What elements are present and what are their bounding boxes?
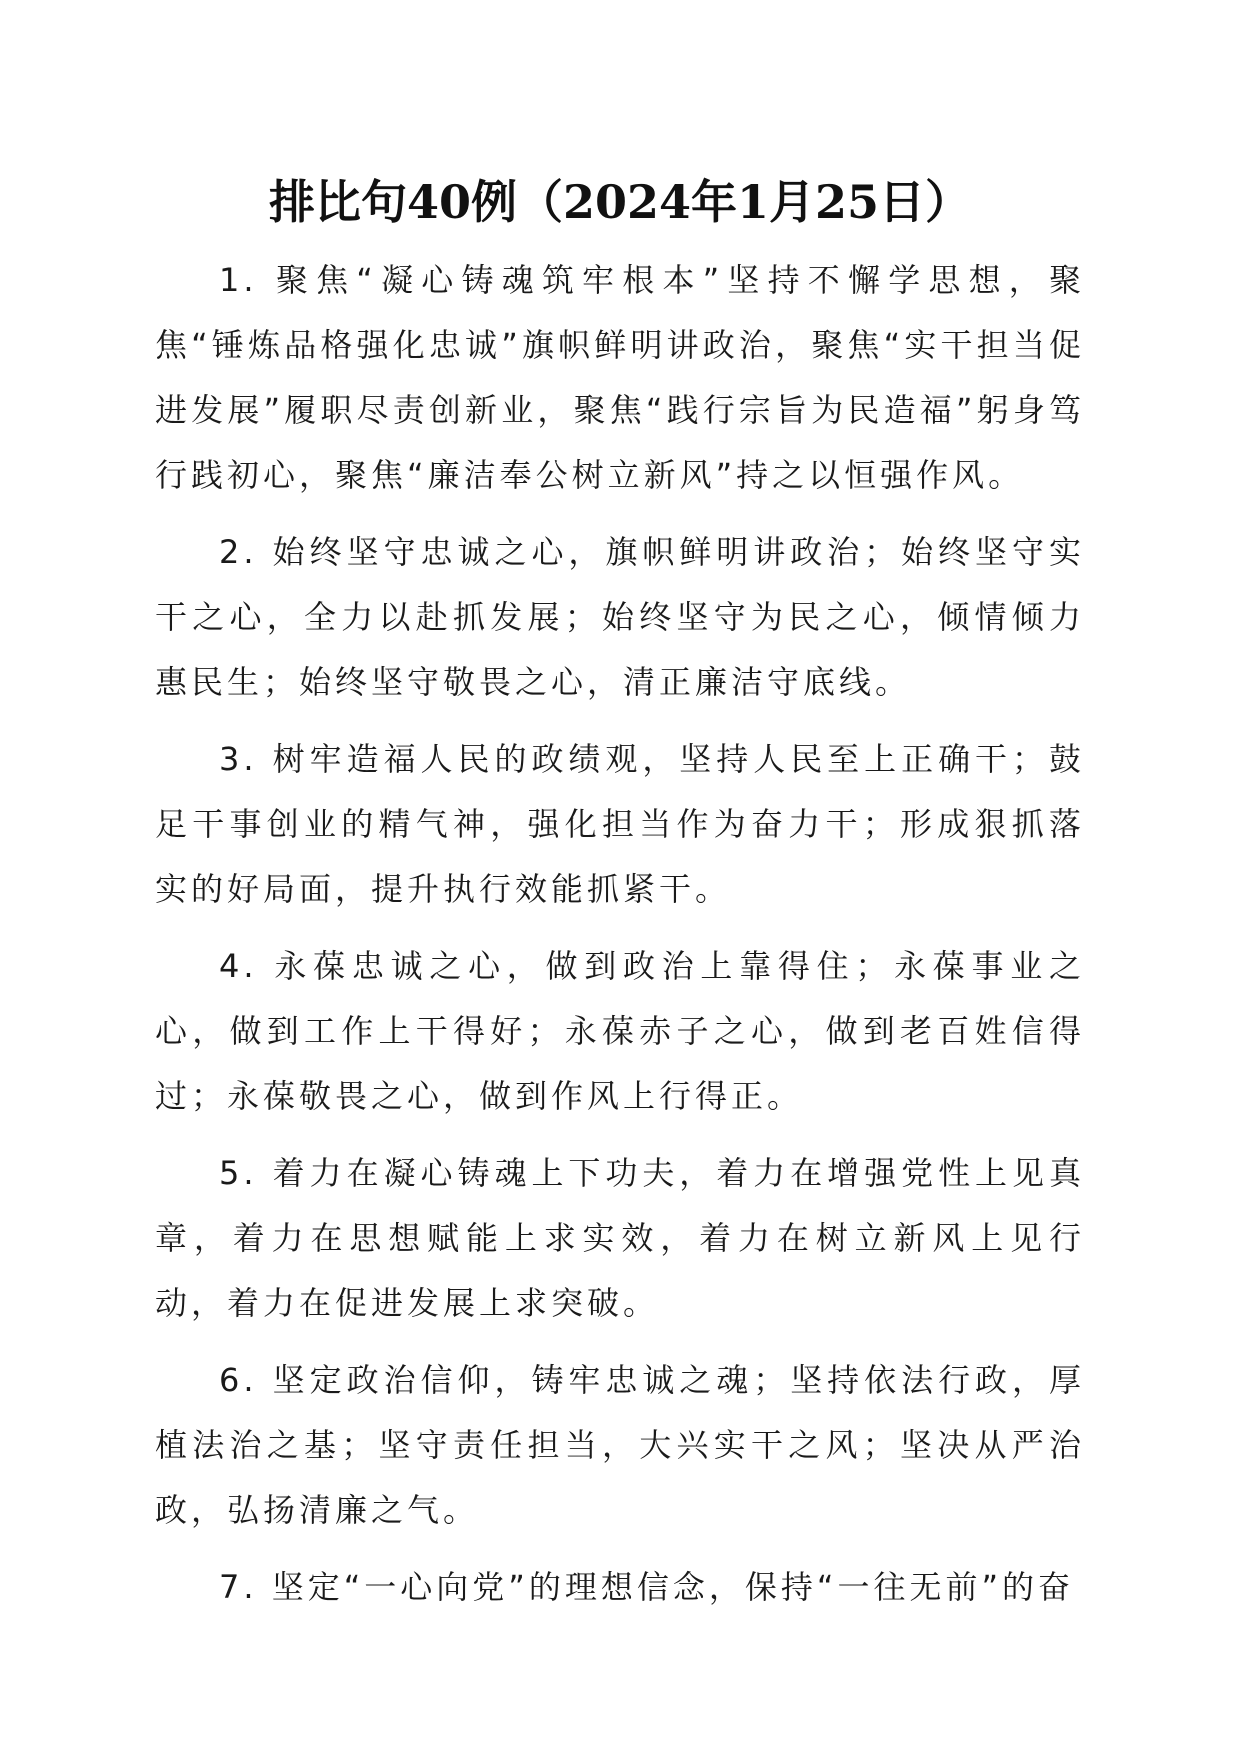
paragraph-3: 3. 树牢造福人民的政绩观，坚持人民至上正确干；鼓足干事创业的精气神，强化担当作为奋力干；形成狠抓落实的好局面，提升执行效能抓紧干。 xyxy=(155,740,1085,908)
paragraph-2: 2. 始终坚守忠诚之心，旗帜鲜明讲政治；始终坚守实干之心，全力以赴抓发展；始终坚守为民之心，倾情倾力惠民生；始终坚守敬畏之心，清正廉洁守底线。 xyxy=(155,533,1085,701)
paragraph-7: 7. 坚定“一心向党”的理想信念，保持“一往无前”的奋 xyxy=(219,1568,1075,1606)
paragraph-6: 6. 坚定政治信仰，铸牢忠诚之魂；坚持依法行政，厚植法治之基；坚守责任担当，大兴实干之风；坚决从严治政，弘扬清廉之气。 xyxy=(155,1361,1085,1529)
paragraph-5: 5. 着力在凝心铸魂上下功夫，着力在增强党性上见真章，着力在思想赋能上求实效，着力在树立新风上见行动，着力在促进发展上求突破。 xyxy=(155,1154,1085,1322)
document-title: 排比句40例（2024年1月25日） xyxy=(268,175,972,229)
paragraph-1: 1. 聚焦“凝心铸魂筑牢根本”坚持不懈学思想，聚焦“锤炼品格强化忠诚”旗帜鲜明讲政治，聚焦“实干担当促进发展”履职尽责创新业，聚焦“践行宗旨为民造福”躬身笃行践初心，聚焦“廉洁奉公树立新风”持之以恒强作风。 xyxy=(155,261,1085,494)
paragraph-4: 4. 永葆忠诚之心，做到政治上靠得住；永葆事业之心，做到工作上干得好；永葆赤子之心，做到老百姓信得过；永葆敬畏之心，做到作风上行得正。 xyxy=(155,947,1085,1115)
document-body xyxy=(155,248,1085,1632)
